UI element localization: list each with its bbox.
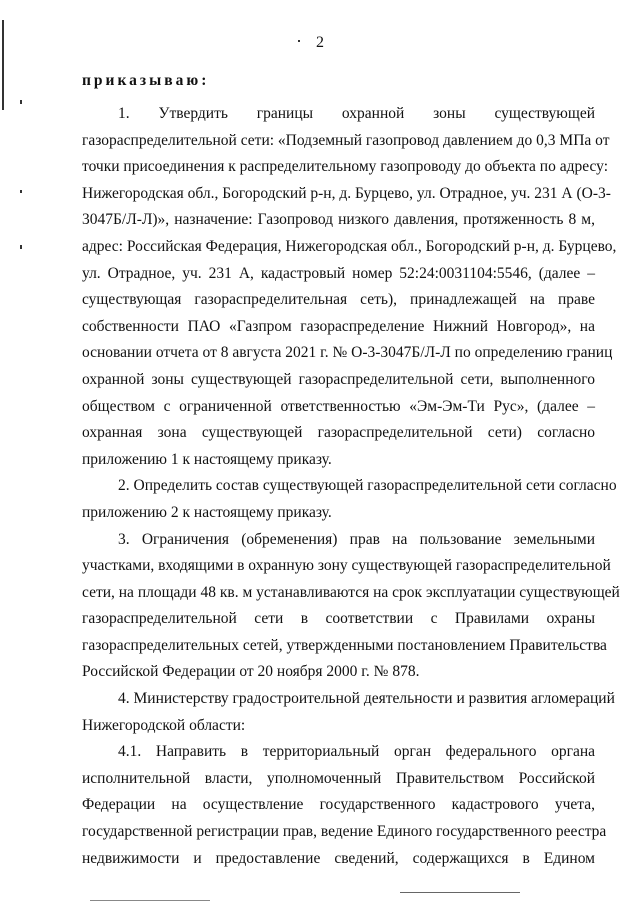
text-line: охранная зона существующей газораспределительной сети) согласно — [82, 424, 595, 442]
text-line: газораспределительной сети: «Подземный газопровод давлением до 0,3 МПа от — [82, 131, 610, 149]
text-line: основании отчета от 8 августа 2021 г. № О-3-3047Б/Л-Л по определению границ — [82, 344, 613, 362]
text-line: участками, входящими в охранную зону существующей газораспределительной — [82, 557, 611, 575]
text-line: Российской Федерации от 20 ноября 2000 г. № 878. — [82, 663, 420, 681]
text-line: 2. Определить состав существующей газораспределительной сети согласно — [118, 477, 617, 495]
scan-footer-line — [90, 900, 210, 901]
order-heading: приказываю: — [82, 72, 210, 89]
scan-margin-mark — [20, 190, 22, 193]
text-line: приложению 1 к настоящему приказу. — [82, 450, 332, 468]
text-line: точки присоединения к распределительному газопроводу до объекта по адресу: — [82, 158, 609, 176]
text-line: 3047Б/Л-Л)», назначение: Газопровод низкого давления, протяженность 8 м, — [82, 211, 595, 229]
text-line: адрес: Российская Федерация, Нижегородская обл., Богородский р-н, д. Бурцево, — [82, 237, 617, 255]
text-line: существующая газораспределительная сеть), принадлежащей на праве — [82, 291, 595, 309]
scan-footer-line — [400, 892, 520, 893]
text-line: ул. Отрадное, уч. 231 А, кадастровый номер 52:24:0031104:5546, (далее – — [82, 264, 595, 282]
document-body — [82, 101, 620, 872]
text-line: 4.1. Направить в территориальный орган федерального органа — [118, 743, 595, 761]
text-line: охранной зоны существующей газораспределительной сети, выполненного — [82, 370, 595, 388]
text-line: государственной регистрации прав, ведение Единого государственного реестра — [82, 823, 607, 841]
text-line: исполнительной власти, уполномоченный Правительством Российской — [82, 769, 595, 787]
text-line: обществом с ограниченной ответственностью «Эм-Эм-Ти Рус», (далее – — [82, 397, 595, 415]
text-line: Нижегородской области: — [82, 716, 246, 734]
page-number: 2 — [316, 34, 324, 51]
scan-margin-mark — [20, 100, 22, 104]
text-line: сети, на площади 48 кв. м устанавливаются на срок эксплуатации существующей — [82, 583, 620, 601]
text-line: 1. Утвердить границы охранной зоны существующей — [118, 105, 595, 122]
text-line: недвижимости и предоставление сведений, содержащихся в Едином — [82, 849, 595, 867]
text-line: 4. Министерству градостроительной деятельности и развития агломераций — [118, 690, 615, 708]
text-line: собственности ПАО «Газпром газораспределение Нижний Новгород», на — [82, 317, 595, 335]
text-line: Федерации на осуществление государственного кадастрового учета, — [82, 796, 595, 814]
text-line: приложению 2 к настоящему приказу. — [82, 503, 332, 521]
text-line: 3. Ограничения (обременения) прав на пользование земельными — [118, 530, 595, 548]
text-line: газораспределительной сети в соответствии с Правилами охраны — [82, 610, 595, 628]
text-line: газораспределительных сетей, утвержденными постановлением Правительства — [82, 636, 607, 654]
text-line: Нижегородская обл., Богородский р-н, д. Бурцево, ул. Отрадное, уч. 231 А (О-3- — [82, 184, 611, 202]
scan-margin-mark — [20, 245, 22, 249]
